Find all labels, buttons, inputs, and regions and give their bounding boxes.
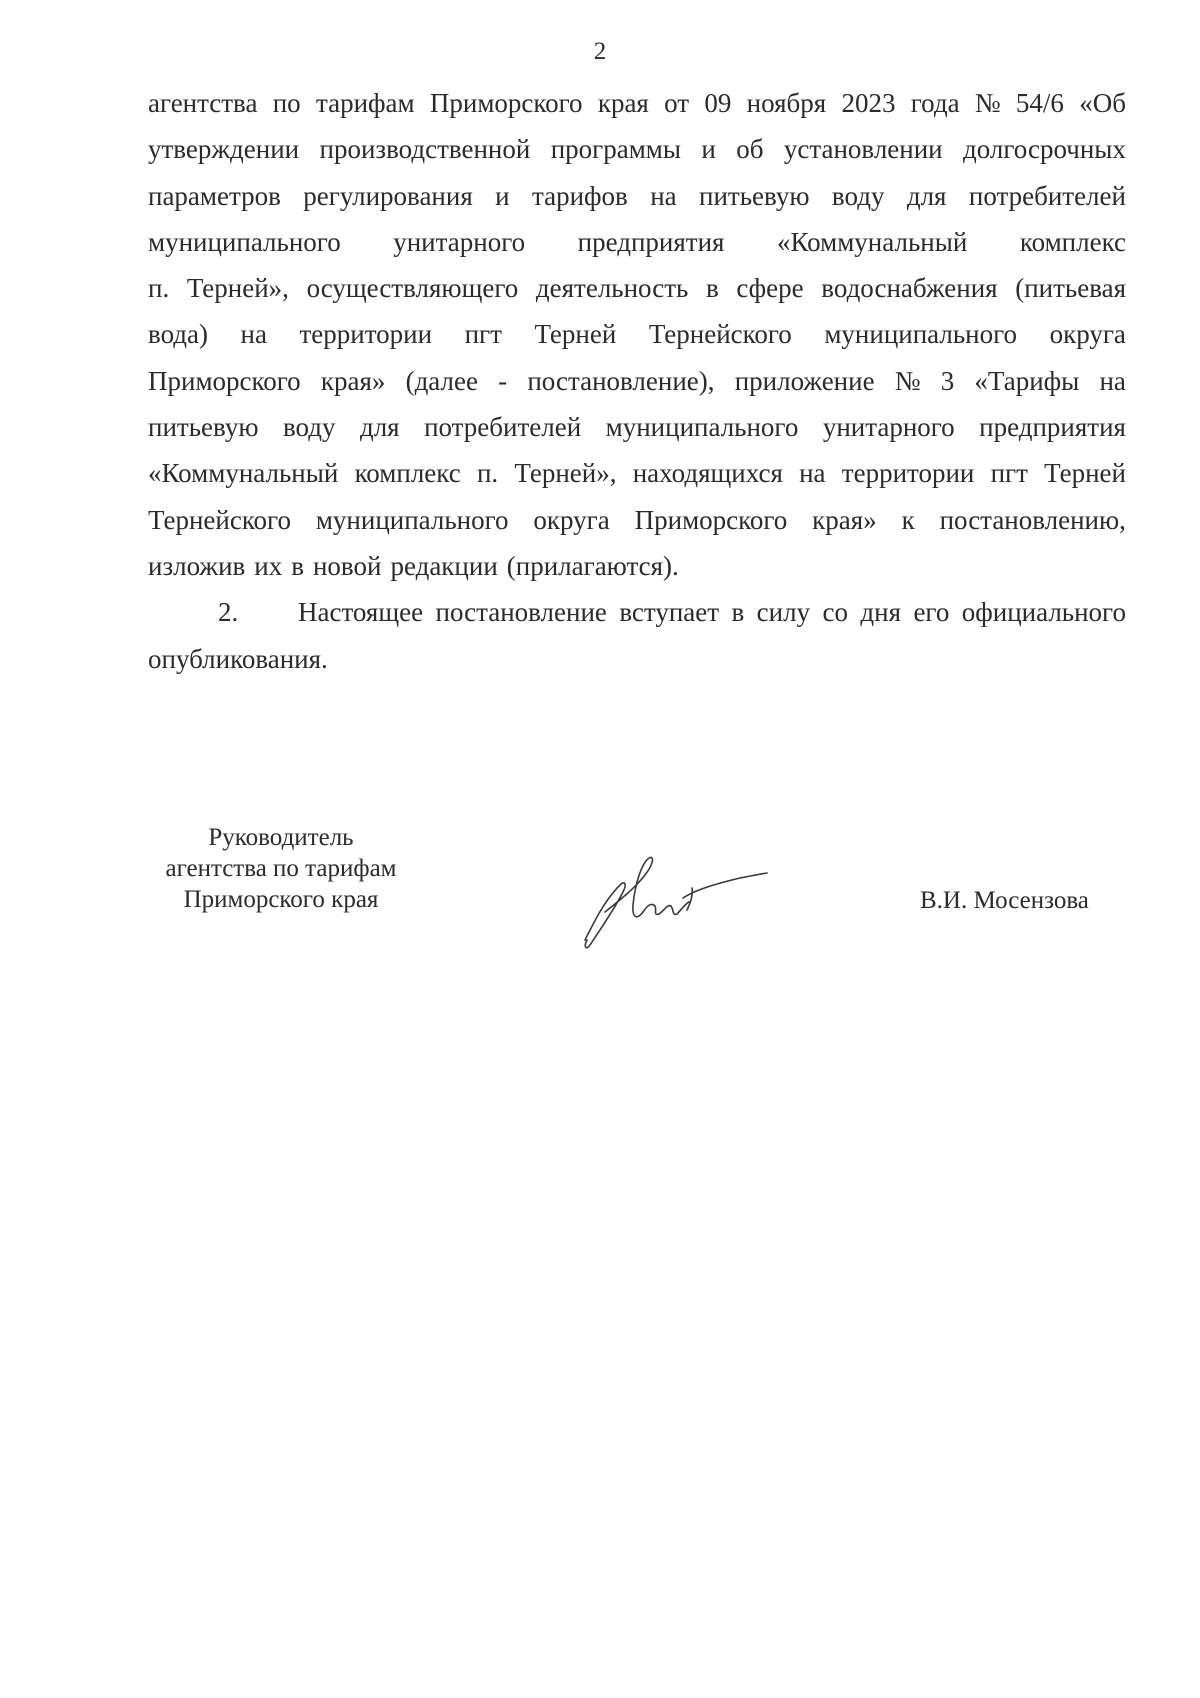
- word: производственной: [319, 134, 531, 165]
- word: потребителей: [968, 180, 1126, 211]
- word: 54/6: [1015, 88, 1064, 118]
- word: «Коммунальный: [776, 226, 968, 257]
- word: предприятия: [577, 226, 725, 257]
- word: п.: [476, 458, 499, 489]
- word: его: [913, 597, 950, 628]
- word: со: [822, 597, 848, 628]
- word: унитарного: [393, 226, 526, 257]
- word: муниципального: [315, 504, 509, 535]
- word: и: [495, 180, 510, 211]
- word: на: [240, 319, 267, 350]
- word: «Тарифы: [974, 365, 1080, 396]
- word: тарифов: [532, 180, 628, 211]
- word: постановление: [435, 597, 607, 628]
- word: «Коммунальный: [148, 458, 339, 489]
- word: водоснабжения: [821, 273, 998, 304]
- word: к: [901, 504, 915, 535]
- word: их: [254, 550, 283, 581]
- word: в: [731, 597, 745, 628]
- word: агентства: [148, 88, 258, 118]
- word: редакции: [390, 550, 498, 581]
- word: Приморского: [429, 88, 583, 118]
- word: тарифам: [315, 88, 415, 118]
- signatory-position-line-2: агентства по тарифам: [165, 855, 397, 882]
- word: пгт: [464, 319, 502, 350]
- handwritten-signature: [575, 840, 775, 955]
- paragraph-line: [148, 311, 1126, 357]
- word: унитарного: [822, 412, 955, 443]
- word: вода): [148, 319, 208, 350]
- word: постановление),: [527, 365, 715, 396]
- paragraph-line: [148, 173, 1126, 219]
- word: (питьевая: [1015, 273, 1126, 304]
- word: Терней»,: [186, 273, 289, 304]
- word: Тернейского: [648, 319, 792, 350]
- word: Терней: [534, 319, 617, 350]
- word: и: [701, 134, 716, 165]
- page-number: 2: [593, 38, 607, 65]
- word: пгт: [990, 458, 1028, 489]
- word: 2023: [841, 88, 896, 118]
- signatory-name: В.И. Мосензова: [920, 887, 1089, 914]
- item-2-text-end: опубликования.: [148, 643, 328, 674]
- word: территории: [841, 458, 975, 489]
- word: приложение: [734, 365, 875, 396]
- word: сфере: [736, 273, 804, 304]
- word: края: [597, 88, 649, 118]
- word: (прилагаются).: [506, 550, 679, 581]
- word: Настоящее: [298, 597, 424, 628]
- item-2-number: 2.: [218, 597, 239, 628]
- word: Терней»,: [514, 458, 617, 489]
- word: воду: [831, 180, 885, 211]
- word: №: [974, 88, 1001, 118]
- word: воду: [282, 412, 336, 443]
- word: питьевую: [148, 412, 259, 443]
- word: находящихся: [632, 458, 783, 489]
- document-body: [148, 80, 1126, 682]
- word: в: [291, 550, 304, 581]
- paragraph-line: [148, 219, 1126, 265]
- word: 3: [940, 365, 955, 396]
- word: для: [906, 180, 947, 211]
- word: на: [650, 180, 677, 211]
- word: силу: [756, 597, 811, 628]
- word: от: [664, 88, 690, 118]
- paragraph-line: [148, 404, 1126, 450]
- word: параметров: [148, 180, 281, 211]
- paragraph-line: [148, 358, 1126, 404]
- word: предприятия: [979, 412, 1126, 443]
- paragraph-line: [148, 126, 1126, 172]
- word: питьевую: [699, 180, 810, 211]
- word: Терней: [1044, 458, 1126, 489]
- word: на: [799, 458, 826, 489]
- word: Приморского: [634, 504, 788, 535]
- word: края»: [812, 504, 877, 535]
- word: новой: [312, 550, 382, 581]
- word: потребителей: [424, 412, 582, 443]
- word: №: [894, 365, 921, 396]
- word: муниципального: [605, 412, 799, 443]
- word: Тернейского: [148, 504, 291, 535]
- word: постановлению,: [939, 504, 1126, 535]
- word: вступает: [619, 597, 720, 628]
- word: на: [1099, 365, 1126, 396]
- word: официального: [961, 597, 1126, 628]
- word: регулирования: [303, 180, 473, 211]
- word: изложив: [148, 550, 246, 581]
- item-2-text-line-1: [298, 589, 1126, 635]
- signatory-position-line-3: Приморского края: [183, 886, 379, 913]
- word: ноября: [746, 88, 827, 118]
- word: программы: [550, 134, 682, 165]
- word: п.: [148, 273, 170, 304]
- word: утверждении: [148, 134, 300, 165]
- item-2: [148, 589, 1126, 635]
- signatory-position-line-1: Руководитель: [208, 824, 354, 851]
- word: -: [498, 365, 508, 396]
- word: 09: [704, 88, 732, 118]
- word: комплекс: [1019, 226, 1126, 257]
- item-2-text-line-2: [148, 636, 1126, 682]
- word: края»: [320, 365, 386, 396]
- signatory-position: [146, 822, 416, 915]
- paragraph-line: [148, 450, 1126, 496]
- paragraph-line: [148, 543, 1126, 589]
- word: осуществляющего: [306, 273, 519, 304]
- word: долгосрочных: [963, 134, 1126, 165]
- word: «Об: [1079, 88, 1126, 118]
- paragraph-line: [148, 265, 1126, 311]
- word: по: [272, 88, 301, 118]
- word: территории: [299, 319, 433, 350]
- paragraph-line: [148, 80, 1126, 126]
- paragraph-line: [148, 497, 1126, 543]
- word: округа: [1049, 319, 1126, 350]
- word: муниципального: [824, 319, 1018, 350]
- word: муниципального: [148, 226, 341, 257]
- word: года: [910, 88, 960, 118]
- word: установлении: [783, 134, 943, 165]
- word: округа: [533, 504, 610, 535]
- word: об: [736, 134, 764, 165]
- paragraph-1-continuation: [148, 80, 1126, 589]
- word: дня: [860, 597, 902, 628]
- word: в: [705, 273, 719, 304]
- word: (далее: [405, 365, 478, 396]
- word: комплекс: [354, 458, 461, 489]
- word: для: [359, 412, 400, 443]
- word: Приморского: [148, 365, 301, 396]
- word: деятельность: [535, 273, 689, 304]
